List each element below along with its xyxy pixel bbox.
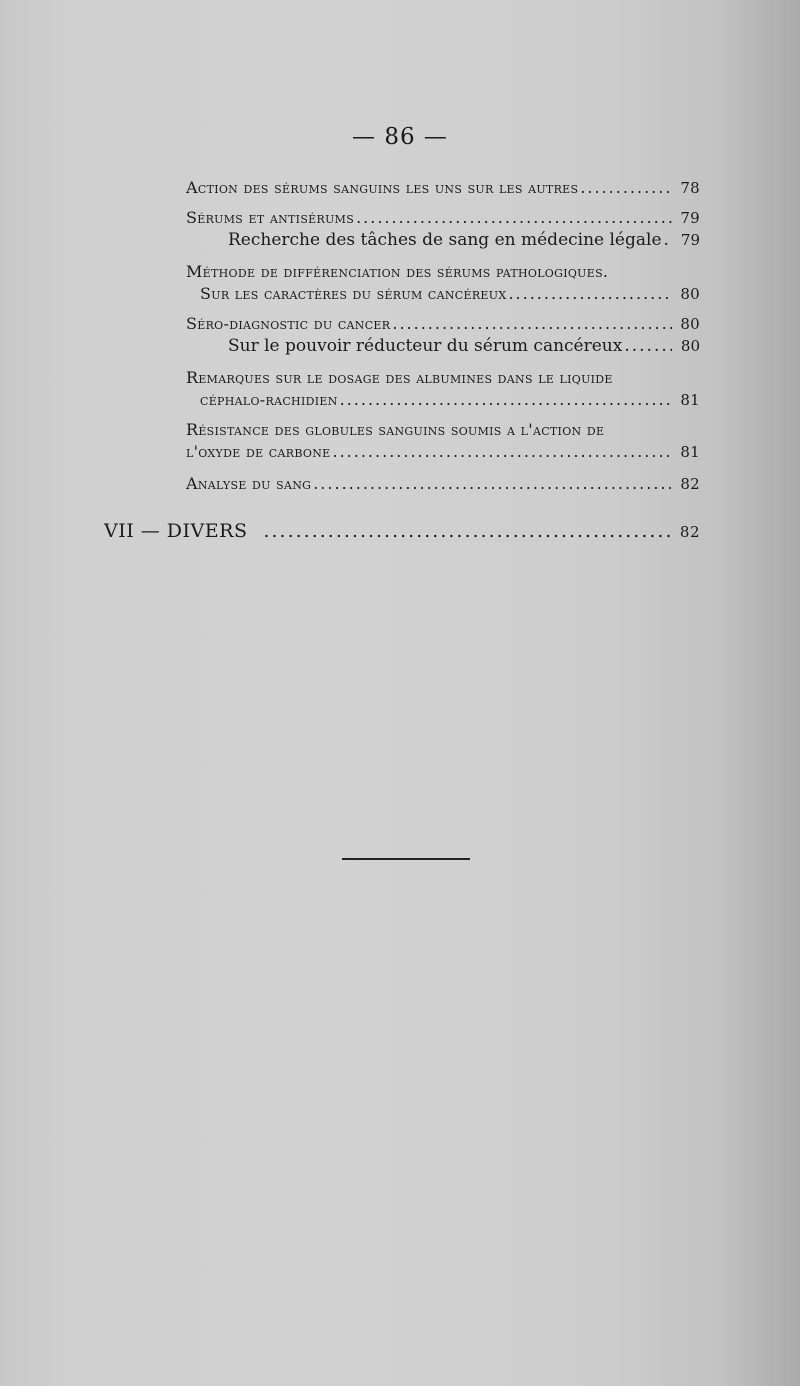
- leader-dots: [340, 390, 672, 409]
- toc-entry-label: Méthode de différenciation des sérums pathologiques.: [186, 262, 609, 281]
- leader-dots: [263, 520, 672, 542]
- toc-entry-label-continued: Sur les caractères du sérum cancéreux: [200, 284, 507, 303]
- toc-entry: [186, 474, 700, 493]
- toc-entry-line-1: [186, 420, 700, 439]
- toc-subentry: [228, 230, 700, 250]
- end-rule: [342, 858, 470, 860]
- toc-page-number: 81: [680, 443, 700, 461]
- toc-entry-label: Remarques sur le dosage des albumines dans le liquide: [186, 368, 613, 387]
- toc-entry-label: Séro-diagnostic du cancer: [186, 314, 391, 333]
- toc-section-heading: [104, 520, 700, 542]
- toc-page-number: 82: [679, 523, 700, 541]
- leader-dots: [392, 314, 672, 333]
- toc-page-number: 79: [680, 231, 700, 249]
- toc-entry-line-2: [186, 442, 700, 461]
- toc-page-number: 78: [680, 179, 700, 197]
- toc-entry: [186, 314, 700, 333]
- page-number: — 86 —: [352, 124, 448, 150]
- leader-dots: [333, 442, 673, 461]
- leader-dots: [313, 474, 672, 493]
- section-label: VII — DIVERS: [104, 520, 248, 542]
- toc-entry-label: Recherche des tâches de sang en médecine légale: [228, 230, 662, 250]
- toc-entry-label-continued: céphalo-rachidien: [200, 390, 338, 409]
- toc-entry-label: Analyse du sang: [186, 474, 312, 493]
- toc-page-number: 80: [680, 285, 700, 303]
- toc-page-number: 80: [680, 315, 700, 333]
- toc-entry-line-1: [186, 262, 700, 281]
- toc-entry: [186, 208, 700, 227]
- leader-dots: [664, 230, 672, 250]
- toc-page-number: 81: [680, 391, 700, 409]
- toc-entry-line-1: [186, 368, 700, 387]
- toc-entry-line-2: [200, 284, 700, 303]
- toc-subentry: [228, 336, 700, 356]
- toc-page-number: 80: [680, 337, 700, 355]
- toc-entry-label: Sérums et antisérums: [186, 208, 355, 227]
- leader-dots: [580, 178, 672, 197]
- toc-page-number: 79: [680, 209, 700, 227]
- toc-entry-label: Résistance des globules sanguins soumis a l'action de: [186, 420, 605, 439]
- toc-page-number: 82: [680, 475, 700, 493]
- toc-entry: [186, 178, 700, 197]
- toc-entry-label-continued: l'oxyde de carbone: [186, 442, 331, 461]
- leader-dots: [508, 284, 672, 303]
- leader-dots: [356, 208, 672, 227]
- toc-entry-label: Action des sérums sanguins les uns sur les autres: [186, 178, 579, 197]
- toc-entry-label: Sur le pouvoir réducteur du sérum cancéreux: [228, 336, 623, 356]
- leader-dots: [624, 336, 672, 356]
- toc-entry-line-2: [200, 390, 700, 409]
